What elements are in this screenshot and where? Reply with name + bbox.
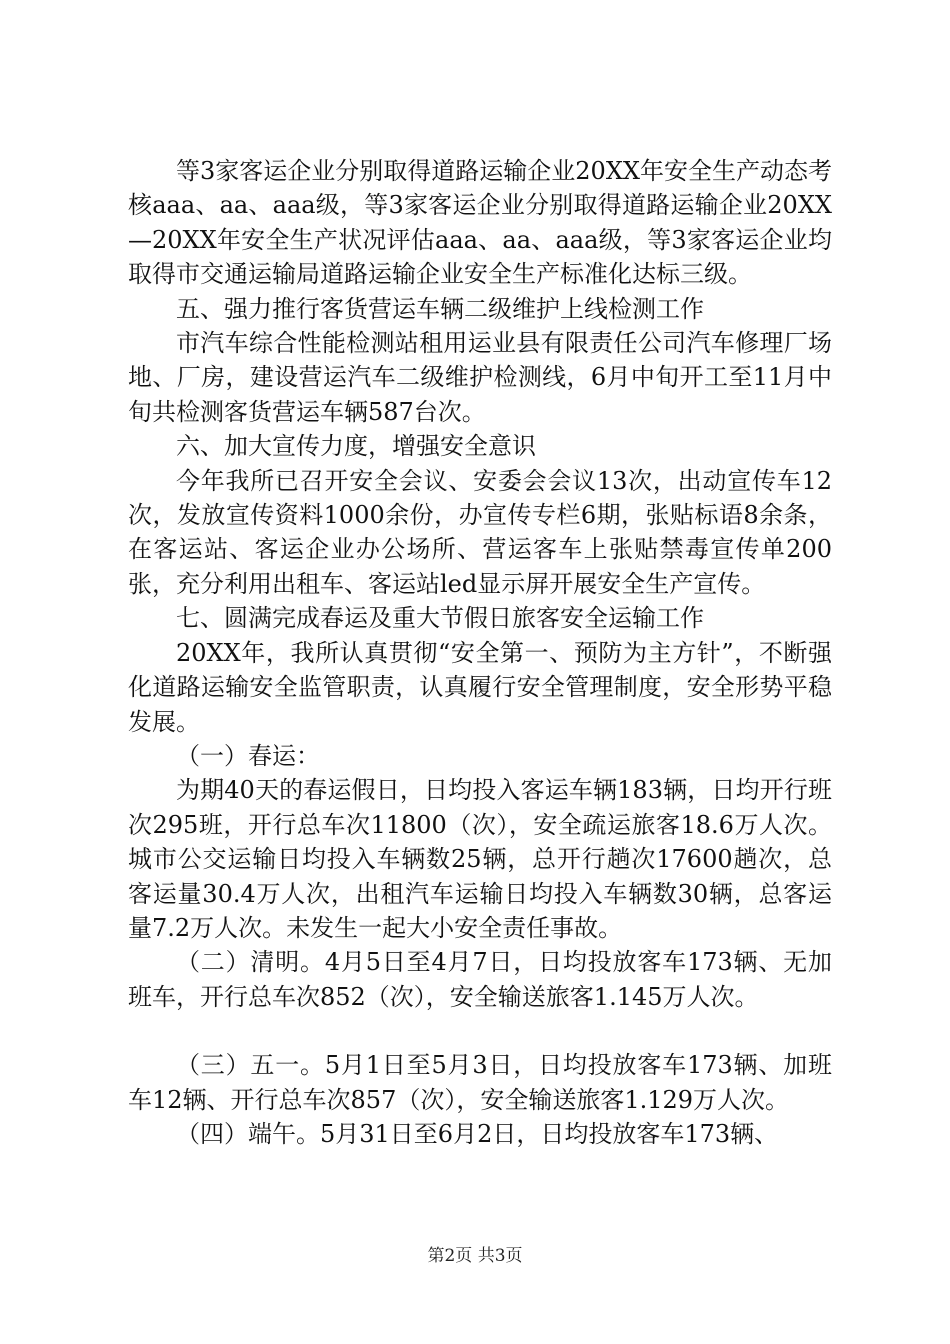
paragraph-mayday: （三）五一。5月1日至5月3日，日均投放客车173辆、加班车12辆、开行总车次857（次），安全输送旅客1.129万人次。: [128, 1051, 832, 1114]
document-body: [128, 154, 832, 1151]
paragraph-spring: 为期40天的春运假日，日均投入客运车辆183辆，日均开行班次295班，开行总车次11800（次），安全疏运旅客18.6万人次。城市公交运输日均投入车辆数25辆，总开行趟次17600趟次，总客运量30.4万人次，出租汽车运输日均投入车辆数30辆，总客运量7.2万人次。未发生一起大小安全责任事故。: [128, 776, 832, 942]
paragraph-assessment: 等3家客运企业分别取得道路运输企业20XX年安全生产动态考核aaa、aa、aaa级，等3家客运企业分别取得道路运输企业20XX—20XX年安全生产状况评估aaa、aa、aaa级，等3家客运企业均取得市交通运输局道路运输企业安全生产标准化达标三级。: [128, 157, 832, 289]
paragraph-duanwu: （四）端午。5月31日至6月2日，日均投放客车173辆、: [176, 1119, 779, 1148]
section-heading-five: 五、强力推行客货营运车辆二级维护上线检测工作: [176, 294, 704, 323]
subheading-spring: （一）春运：: [176, 741, 320, 770]
section-heading-seven: 七、圆满完成春运及重大节假日旅客安全运输工作: [176, 604, 704, 633]
paragraph-inspection: 市汽车综合性能检测站租用运业县有限责任公司汽车修理厂场地、厂房，建设营运汽车二级维护检测线，6月中旬开工至11月中旬共检测客货营运车辆587台次。: [128, 329, 832, 426]
paragraph-publicity: 今年我所已召开安全会议、安委会会议13次，出动宣传车12次，发放宣传资料1000余份，办宣传专栏6期，张贴标语8余条，在客运站、客运企业办公场所、营运客车上张贴禁毒宣传单200张，充分利用出租车、客运站led显示屏开展安全生产宣传。: [128, 466, 832, 598]
paragraph-overview: 20XX年，我所认真贯彻“安全第一、预防为主方针”，不断强化道路运输安全监管职责，认真履行安全管理制度，安全形势平稳发展。: [128, 638, 832, 736]
section-heading-six: 六、加大宣传力度，增强安全意识: [176, 432, 536, 461]
paragraph-qingming: （二）清明。4月5日至4月7日，日均投放客车173辆、无加班车，开行总车次852（次），安全输送旅客1.145万人次。: [128, 948, 832, 1011]
page-footer: 第2页 共3页: [427, 1246, 523, 1266]
